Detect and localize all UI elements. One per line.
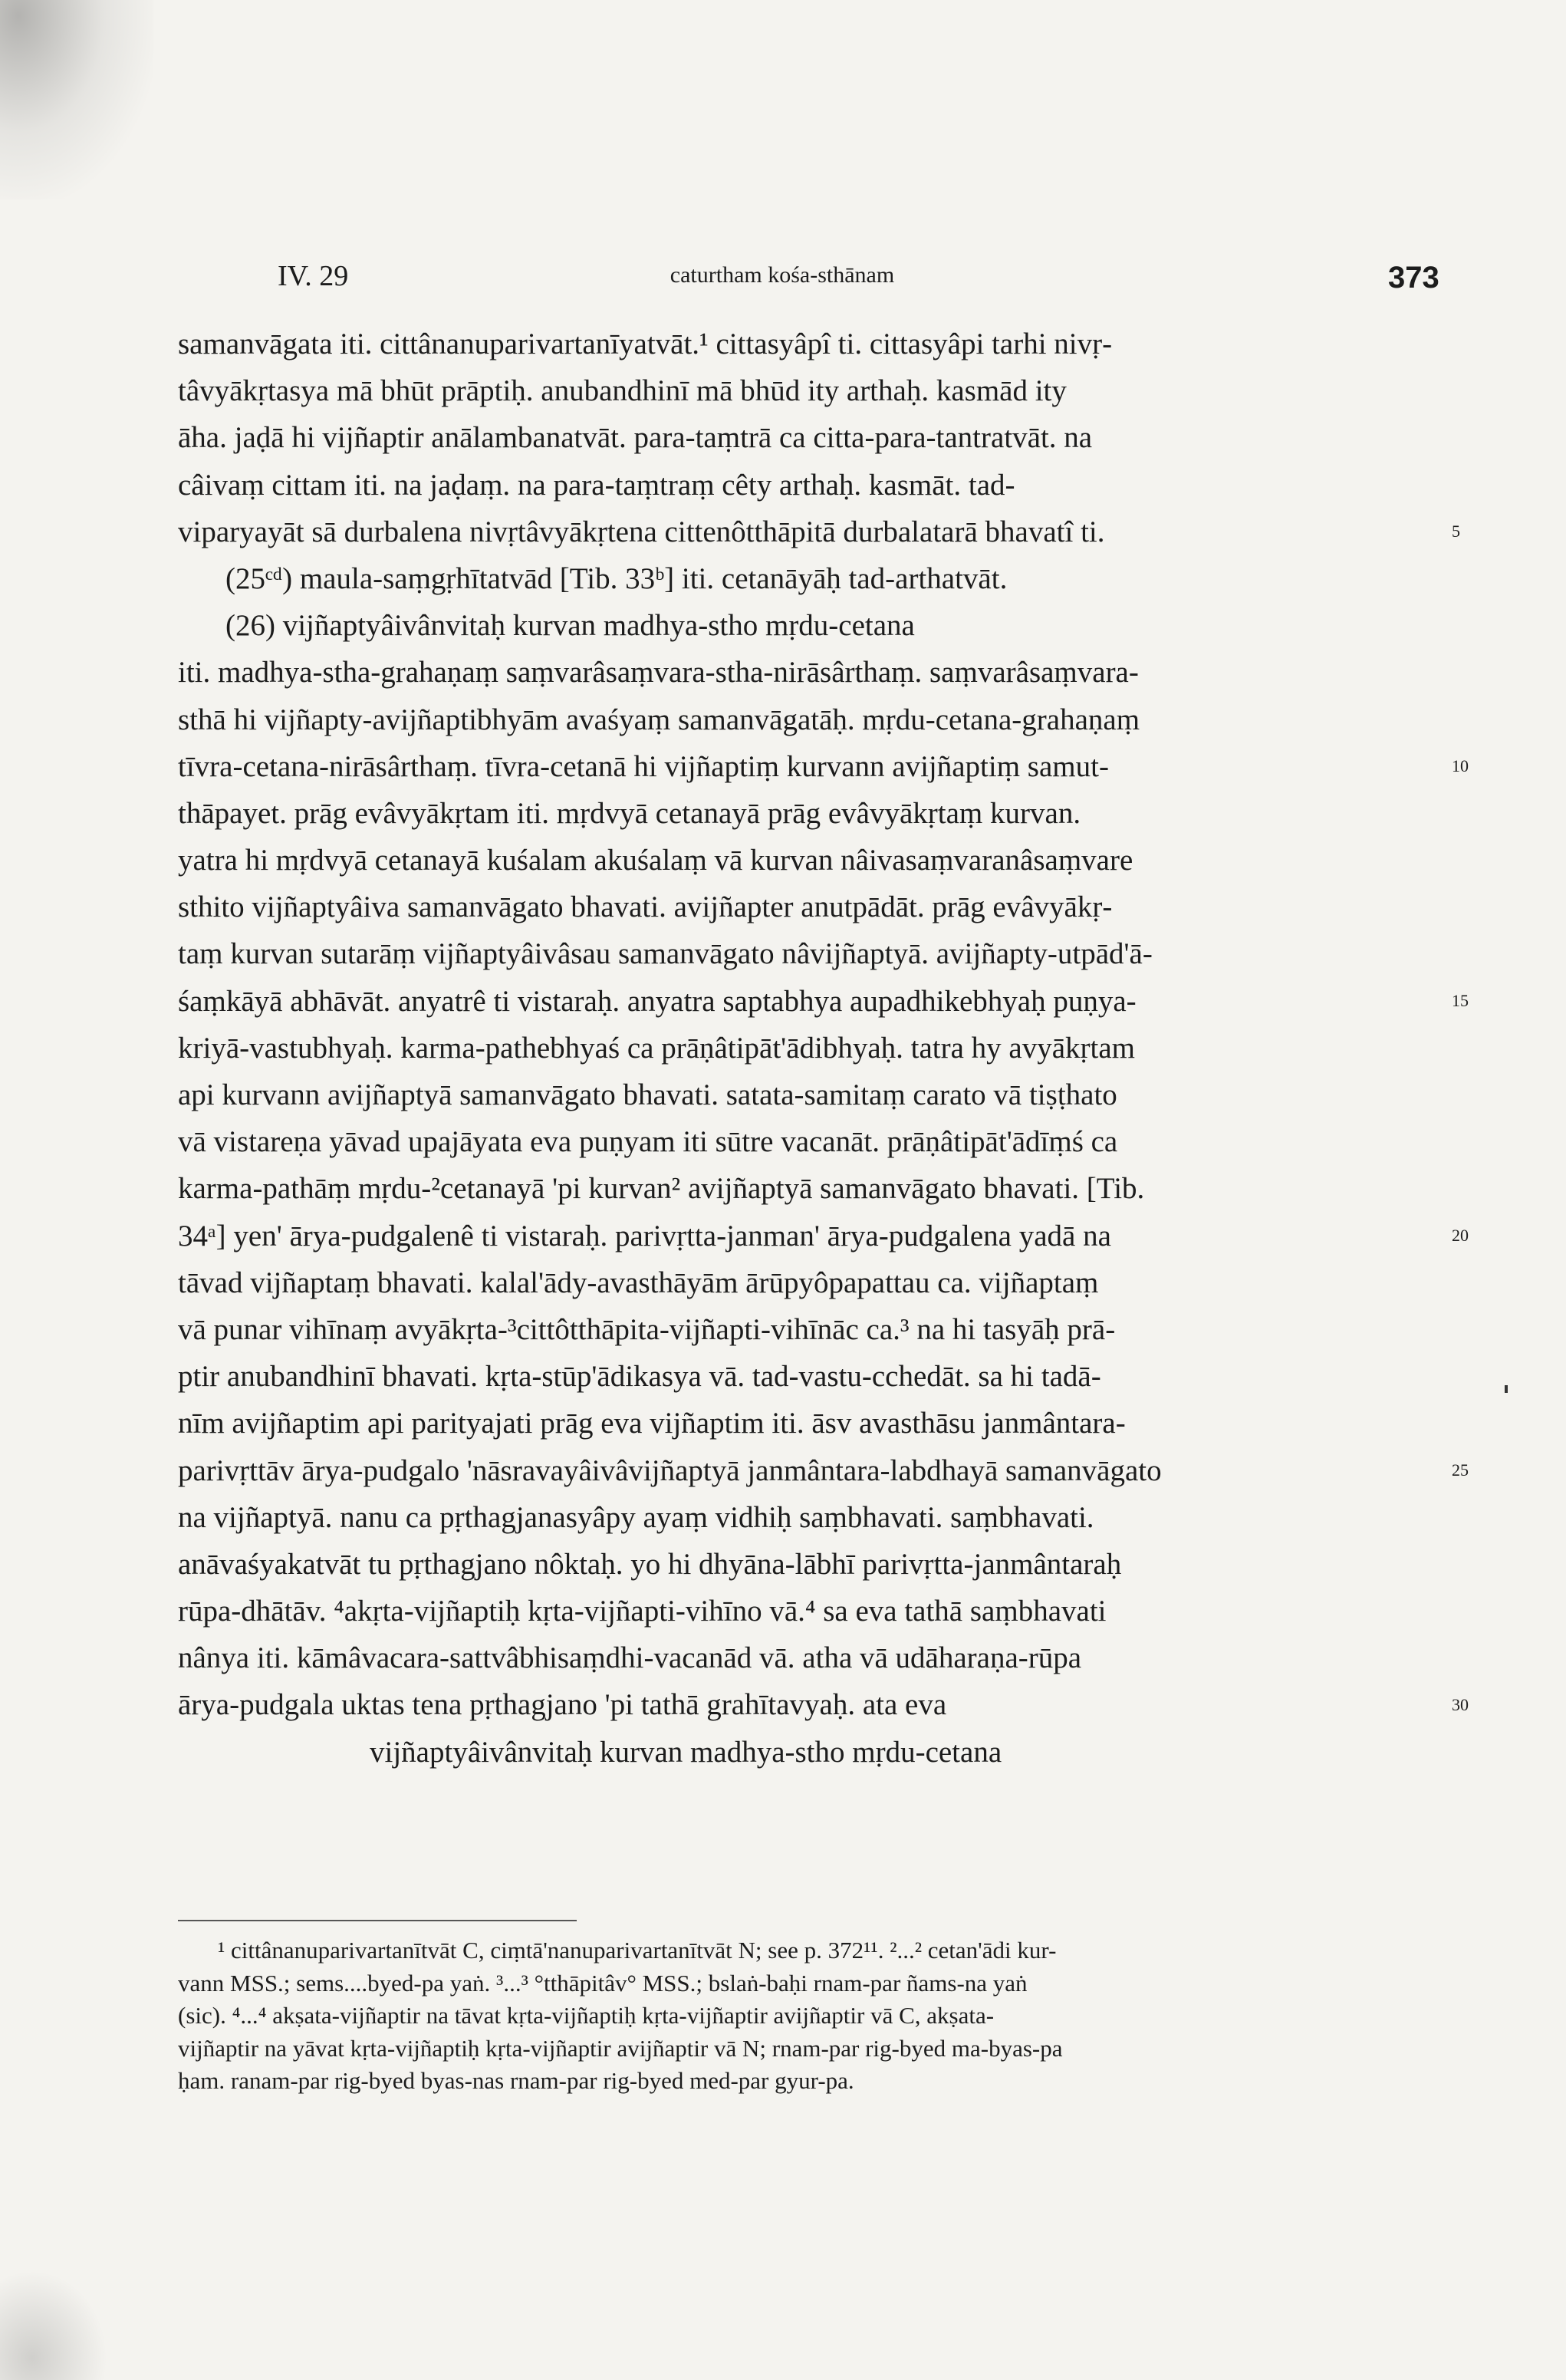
text-line: nânya iti. kāmâvacara-sattvâbhisaṃdhi-vacanād vā. atha vā udāharaṇa-rūpa: [178, 1641, 1082, 1675]
text-line: viparyayāt sā durbalena nivṛtâvyākṛtena cittenôtthāpitā durbalatarā bhavatî ti.: [178, 515, 1105, 548]
text-line: ptir anubandhinī bhavati. kṛta-stūp'ādikasya vā. tad-vastu-cchedāt. sa hi tadā-: [178, 1360, 1101, 1394]
verse-line: vijñaptyâivânvitaḥ kurvan madhya-stho mṛdu-cetana: [370, 1735, 1002, 1769]
text-line: anāvaśyakatvāt tu pṛthagjano nôktaḥ. yo hi dhyāna-lābhī parivṛtta-janmântaraḥ: [178, 1547, 1122, 1581]
text-line: thāpayet. prāg evâvyākṛtam iti. mṛdvyā cetanayā prāg evâvyākṛtaṃ kurvan.: [178, 796, 1081, 830]
text-line: taṃ kurvan sutarāṃ vijñaptyâivâsau samanvāgato nâvijñaptyā. avijñapty-utpād'ā-: [178, 937, 1153, 971]
text-line: vā vistareṇa yāvad upajāyata eva puṇyam iti sūtre vacanāt. prāṇâtipāt'ādīṃś ca: [178, 1125, 1118, 1159]
text-line: kriyā-vastubhyaḥ. karma-pathebhyaś ca prāṇâtipāt'ādibhyaḥ. tatra hy avyākṛtam: [178, 1031, 1136, 1065]
text-line: śaṃkāyā abhāvāt. anyatrê ti vistaraḥ. anyatra saptabhya aupadhikebhyaḥ puṇya-: [178, 984, 1137, 1018]
text-line: tâvyākṛtasya mā bhūt prāptiḥ. anubandhinī mā bhūd ity arthaḥ. kasmād ity: [178, 374, 1067, 408]
footnote-rule: [178, 1920, 577, 1921]
line-number: 10: [1452, 756, 1469, 775]
chapter-reference: IV. 29: [278, 260, 349, 292]
text-line: āha. jaḍā hi vijñaptir anālambanatvāt. para-taṃtrā ca citta-para-tantratvāt. na: [178, 421, 1093, 455]
text-line: rūpa-dhātāv. ⁴akṛta-vijñaptiḥ kṛta-vijñapti-vihīno vā.⁴ sa eva tathā saṃbhavati: [178, 1595, 1107, 1628]
running-title: caturtham kośa-sthānam: [669, 262, 895, 288]
line-number: 30: [1452, 1695, 1469, 1714]
margin-mark: [1505, 1385, 1508, 1393]
scan-artifact-top: [0, 0, 153, 199]
text-line: tāvad vijñaptaṃ bhavati. kalal'ādy-avasthāyām ārūpyôpapattau ca. vijñaptaṃ: [178, 1266, 1099, 1299]
running-head: [0, 259, 1566, 305]
text-line: iti. madhya-stha-grahaṇaṃ saṃvarâsaṃvara-stha-nirāsârthaṃ. saṃvarâsaṃvara-: [178, 656, 1139, 690]
text-line: ārya-pudgala uktas tena pṛthagjano 'pi tathā grahītavyaḥ. ata eva: [178, 1688, 947, 1722]
footnote-line: ḥam. ranam-par rig-byed byas-nas rnam-par rig-byed med-par gyur-pa.: [178, 2067, 854, 2094]
footnote-line: vann MSS.; sems....byed-pa yaṅ. ³...³ °tthāpitâv° MSS.; bslaṅ-baḥi rnam-par ñams-na yaṅ: [178, 1969, 1028, 1997]
verse-line: (25ᶜᵈ) maula-saṃgṛhītatvād [Tib. 33ᵇ] iti. cetanāyāḥ tad-arthatvāt.: [225, 561, 1008, 595]
line-number: 15: [1452, 991, 1469, 1010]
text-line: samanvāgata iti. cittânanuparivartanīyatvāt.¹ cittasyâpî ti. cittasyâpi tarhi nivṛ-: [178, 328, 1113, 360]
footnote-line: ¹ cittânanuparivartanītvāt C, ciṃtā'nanuparivartanītvāt N; see p. 372¹¹. ²...² cetan'ādi kur-: [218, 1937, 1057, 1964]
text-line: sthito vijñaptyâiva samanvāgato bhavati. avijñapter anutpādāt. prāg evâvyākṛ-: [178, 890, 1113, 924]
text-line: yatra hi mṛdvyā cetanayā kuśalam akuśalaṃ vā kurvan nâivasaṃvaranâsaṃvare: [178, 844, 1133, 877]
line-number: 5: [1452, 522, 1460, 541]
page-number: 373: [1388, 261, 1439, 295]
text-line: parivṛttāv ārya-pudgalo 'nāsravayâivâvijñaptyā janmântara-labdhayā samanvāgato: [178, 1453, 1162, 1487]
footnotes: [178, 1934, 1424, 2098]
text-line: câivaṃ cittam iti. na jaḍaṃ. na para-taṃtraṃ cêty arthaḥ. kasmāt. tad-: [178, 468, 1015, 502]
text-line: nīm avijñaptim api parityajati prāg eva vijñaptim iti. āsv avasthāsu janmântara-: [178, 1407, 1126, 1440]
scan-artifact-bottom: [0, 2270, 107, 2380]
text-line: api kurvann avijñaptyā samanvāgato bhavati. satata-samitaṃ carato vā tiṣṭhato: [178, 1078, 1117, 1111]
line-number: 25: [1452, 1460, 1469, 1480]
text-line: sthā hi vijñapty-avijñaptibhyām avaśyaṃ samanvāgatāḥ. mṛdu-cetana-grahaṇaṃ: [178, 703, 1140, 736]
text-line: vā punar vihīnaṃ avyākṛta-³cittôtthāpita-vijñapti-vihīnāc ca.³ na hi tasyāḥ prā-: [178, 1312, 1116, 1346]
text-line: tīvra-cetana-nirāsârthaṃ. tīvra-cetanā hi vijñaptiṃ kurvann avijñaptiṃ samut-: [178, 749, 1109, 783]
footnote-line: (sic). ⁴...⁴ akṣata-vijñaptir na tāvat kṛta-vijñaptiḥ kṛta-vijñaptir avijñaptir vā C, akṣata-: [178, 2002, 995, 2029]
text-line: na vijñaptyā. nanu ca pṛthagjanasyâpy ayaṃ vidhiḥ saṃbhavati. saṃbhavati.: [178, 1500, 1094, 1534]
verse-line: (26) vijñaptyâivânvitaḥ kurvan madhya-stho mṛdu-cetana: [225, 609, 915, 643]
footnote-line: vijñaptir na yāvat kṛta-vijñaptiḥ kṛta-vijñaptir avijñaptir vā N; rnam-par rig-byed ma-byas-pa: [178, 2034, 1063, 2062]
text-line: karma-pathāṃ mṛdu-²cetanayā 'pi kurvan² avijñaptyā samanvāgato bhavati. [Tib.: [178, 1172, 1145, 1206]
line-number: 20: [1452, 1226, 1469, 1245]
main-text: [178, 321, 1424, 1776]
text-line: 34ᵃ] yen' ārya-pudgalenê ti vistaraḥ. parivṛtta-janman' ārya-pudgalena yadā na: [178, 1219, 1111, 1253]
